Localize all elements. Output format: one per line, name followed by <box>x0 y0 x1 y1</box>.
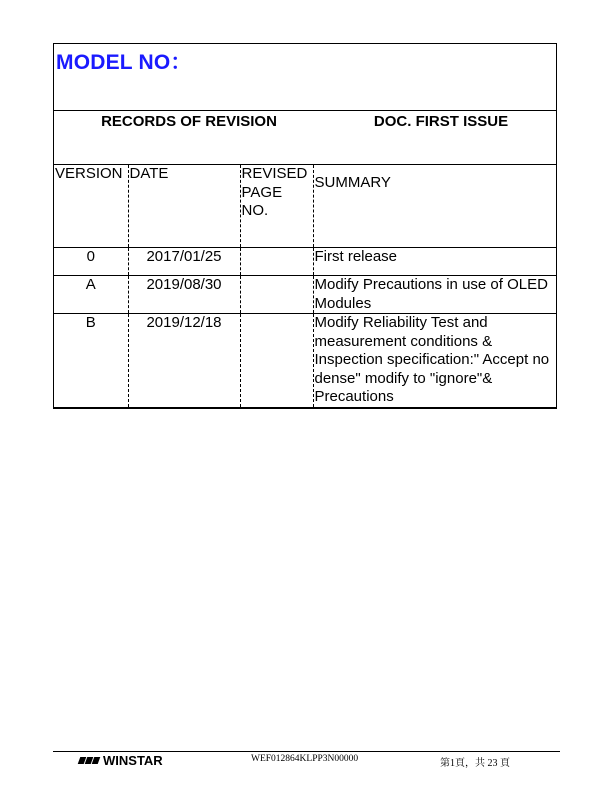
records-of-revision-title: RECORDS OF REVISION <box>101 113 277 130</box>
version-cell: B <box>54 314 128 408</box>
summary-cell: Modify Reliability Test and measurement conditions & Inspection specification:" Accept no dense" modify to "ignore"& Precautions <box>313 314 556 408</box>
revised-header-line1: REVISED <box>241 165 308 182</box>
version-cell: 0 <box>54 248 128 276</box>
revised-header-line3: NO. <box>241 202 269 219</box>
revised-page-header <box>240 165 313 248</box>
model-no-label: MODEL NO： <box>56 51 192 74</box>
date-cell: 2017/01/25 <box>128 248 240 276</box>
brand-name: WINSTAR <box>103 753 163 768</box>
doc-first-issue-title: DOC. FIRST ISSUE <box>373 113 509 130</box>
summary-cell: First release <box>313 248 556 276</box>
winstar-logo-icon <box>79 757 99 764</box>
revised-page-cell <box>240 314 313 408</box>
date-cell: 2019/08/30 <box>128 276 240 314</box>
footer-divider <box>53 751 560 752</box>
page-indicator: 第1頁，共 23 頁 <box>440 758 510 769</box>
version-cell: A <box>54 276 128 314</box>
revised-header-line2: PAGE <box>241 183 283 201</box>
summary-header: SUMMARY <box>313 165 556 248</box>
date-header: DATE <box>128 165 240 248</box>
revision-table <box>54 165 556 408</box>
version-header: VERSION <box>54 165 128 248</box>
table-row <box>54 276 556 314</box>
revised-page-cell <box>240 248 313 276</box>
summary-cell: Modify Precautions in use of OLED Modules <box>313 276 556 314</box>
records-header-row <box>54 111 556 165</box>
winstar-logo <box>79 753 163 768</box>
document-number: WEF012864KLPP3N00000 <box>251 754 359 764</box>
table-row <box>54 314 556 408</box>
date-cell: 2019/12/18 <box>128 314 240 408</box>
column-header-row <box>54 165 556 248</box>
revised-page-cell <box>240 276 313 314</box>
revision-record-frame <box>53 43 557 409</box>
model-no-row <box>54 44 556 111</box>
table-row <box>54 248 556 276</box>
